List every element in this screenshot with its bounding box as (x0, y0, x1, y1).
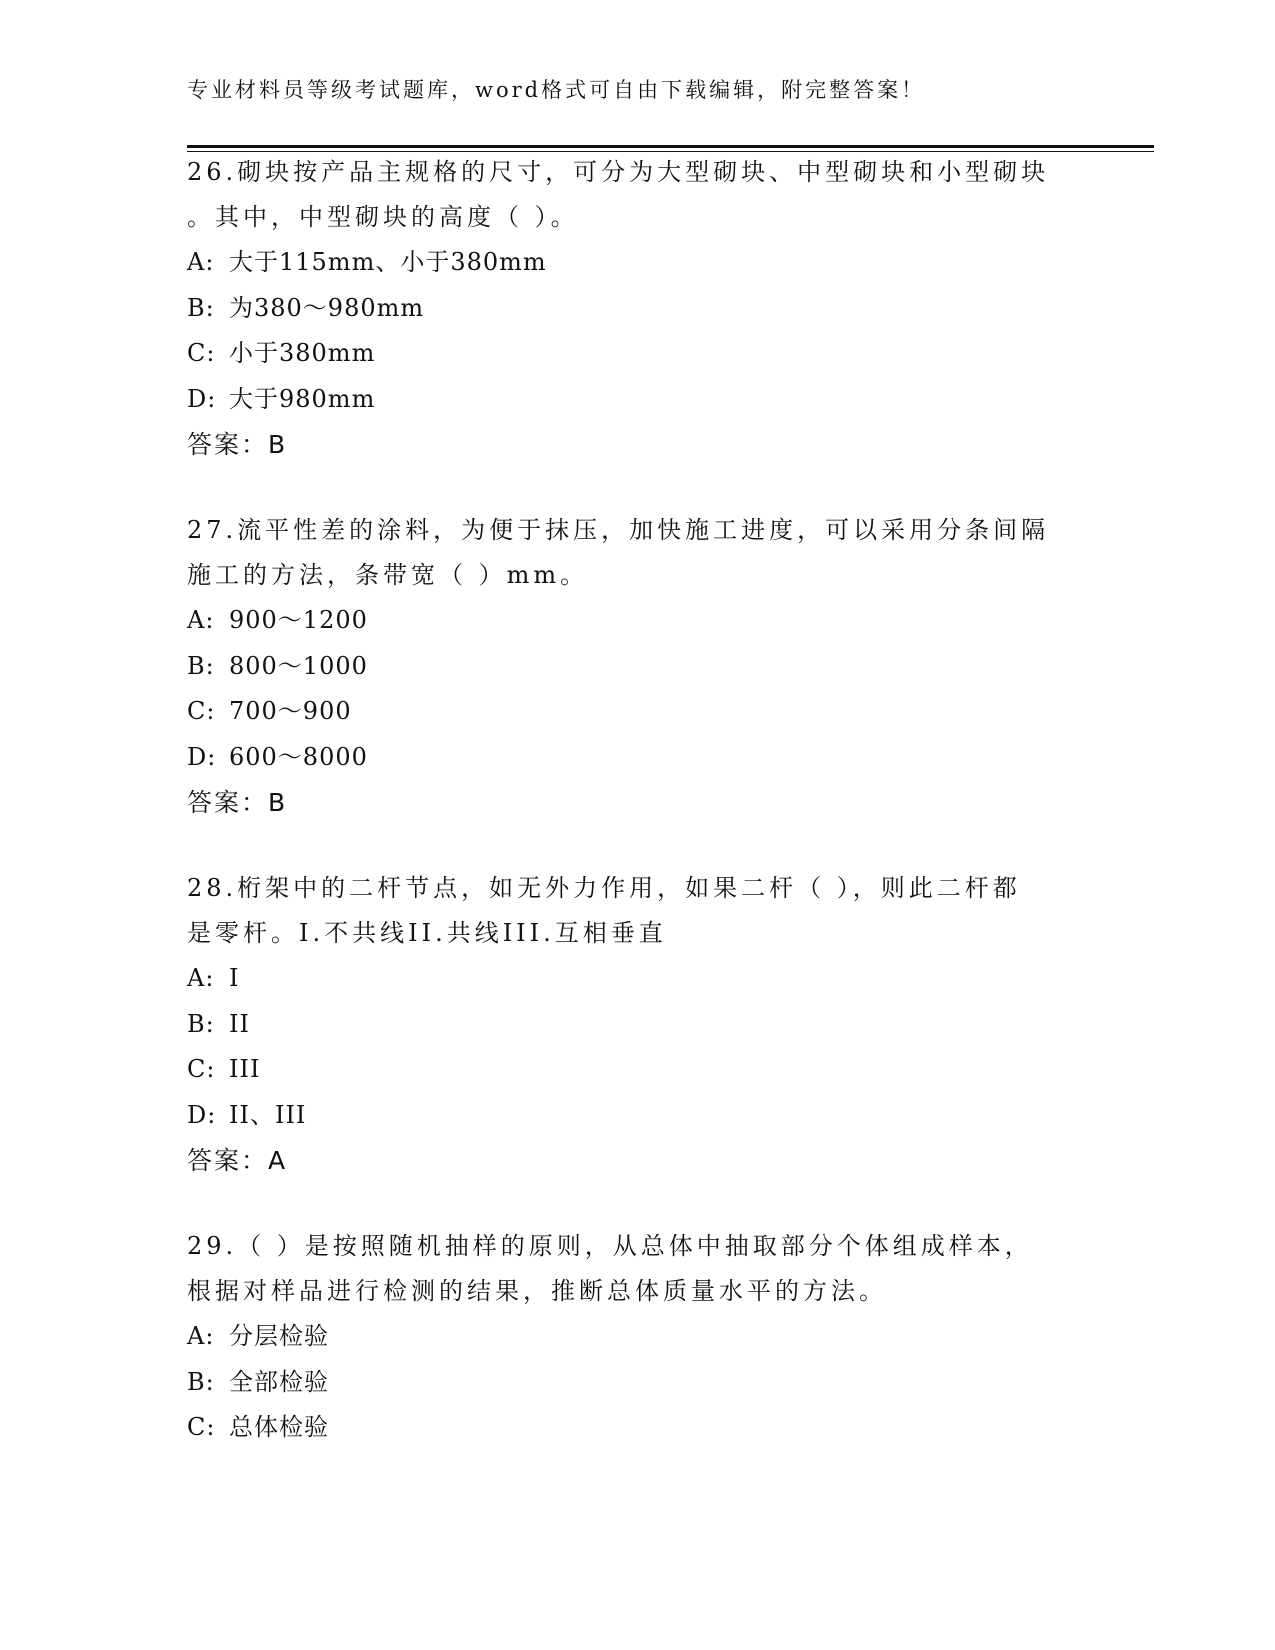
option-a (187, 240, 1087, 286)
option-letter: A: (187, 964, 215, 992)
question-stem-line: 29.（ ）是按照随机抽样的原则，从总体中抽取部分个体组成样本， (187, 1232, 1033, 1260)
option-letter: B: (187, 1367, 215, 1396)
question-27 (187, 508, 1087, 825)
option-text: 700～900 (229, 697, 352, 725)
option-text: 全部检验 (229, 1367, 329, 1396)
answer: 答案：B (187, 788, 288, 817)
header-divider-thick (187, 145, 1154, 148)
option-b (187, 1002, 1087, 1048)
option-d (187, 1093, 1087, 1139)
option-text: 800～1000 (229, 651, 368, 680)
option-text: 大于980mm (229, 384, 376, 413)
option-text: 为380～980mm (229, 293, 425, 322)
answer: 答案：B (187, 430, 288, 459)
question-stem-line: 28.桁架中的二杆节点，如无外力作用，如果二杆（ ），则此二杆都 (187, 874, 1021, 902)
option-c (187, 1047, 1087, 1093)
option-a (187, 956, 1087, 1002)
option-letter: B: (187, 1009, 215, 1038)
option-letter: C: (187, 697, 216, 725)
option-letter: D: (187, 1100, 217, 1129)
option-text: 分层检验 (229, 1322, 329, 1350)
option-text: II、III (229, 1100, 307, 1129)
option-letter: B: (187, 651, 215, 680)
option-text: 600～8000 (229, 742, 368, 771)
question-28 (187, 866, 1087, 1183)
option-c (187, 689, 1087, 735)
option-letter: A: (187, 606, 215, 634)
page-header: 专业材料员等级考试题库，word格式可自由下载编辑，附完整答案！ (187, 78, 926, 102)
question-stem-line: 27.流平性差的涂料，为便于抹压，加快施工进度，可以采用分条间隔 (187, 516, 1050, 544)
option-letter: B: (187, 293, 215, 322)
option-text: 小于380mm (229, 339, 376, 367)
option-letter: C: (187, 339, 216, 367)
option-letter: C: (187, 1413, 216, 1441)
question-stem-line: 是零杆。I.不共线II.共线III.互相垂直 (187, 919, 667, 947)
option-letter: D: (187, 742, 217, 771)
option-text: III (229, 1055, 261, 1083)
option-b (187, 286, 1087, 332)
option-d (187, 735, 1087, 781)
answer: 答案：A (187, 1146, 288, 1175)
option-a (187, 1314, 1087, 1360)
option-text: 大于115mm、小于380mm (229, 248, 547, 276)
option-b (187, 644, 1087, 690)
option-text: II (229, 1009, 250, 1038)
option-letter: A: (187, 1322, 215, 1350)
option-a (187, 598, 1087, 644)
question-stem-line: 施工的方法，条带宽（ ）mm。 (187, 561, 589, 589)
question-26 (187, 150, 1087, 467)
question-stem-line: 26.砌块按产品主规格的尺寸，可分为大型砌块、中型砌块和小型砌块 (187, 158, 1050, 186)
option-text: I (229, 964, 240, 992)
option-d (187, 377, 1087, 423)
question-stem-line: 。其中，中型砌块的高度（ ）。 (187, 203, 579, 231)
question-stem-line: 根据对样品进行检测的结果，推断总体质量水平的方法。 (187, 1277, 887, 1305)
option-letter: A: (187, 248, 215, 276)
option-b (187, 1360, 1087, 1406)
option-text: 900～1200 (229, 606, 368, 634)
option-c (187, 1405, 1087, 1451)
option-letter: D: (187, 384, 217, 413)
option-text: 总体检验 (229, 1413, 329, 1441)
option-letter: C: (187, 1055, 216, 1083)
question-29 (187, 1224, 1087, 1451)
option-c (187, 331, 1087, 377)
